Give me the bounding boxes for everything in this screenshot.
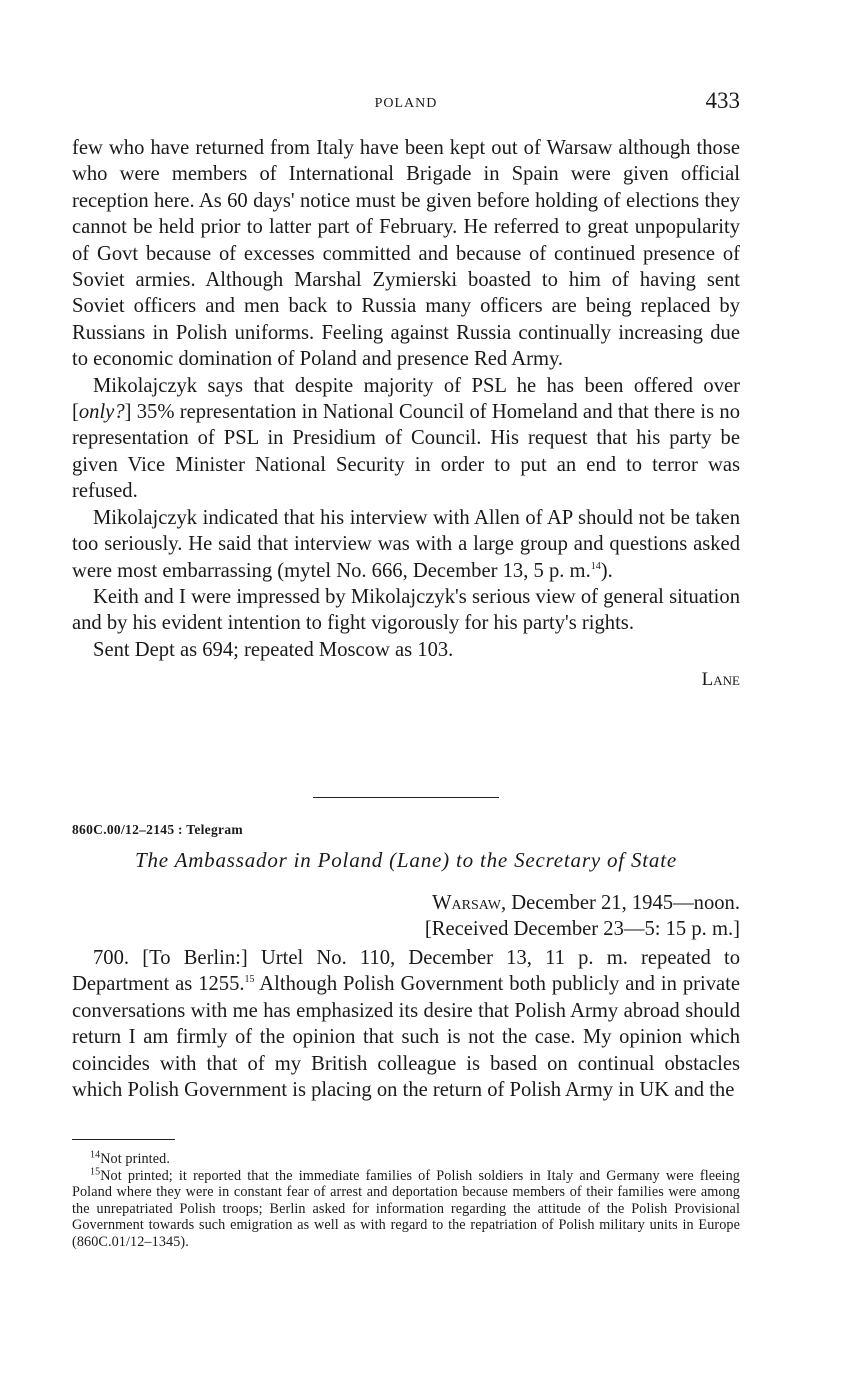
footnote: $^{15}$Not printed; it reported that the immediate families of Polish soldiers in Italy and Germany were fleeing Poland where they were in constant fear of arrest and deportation because members of their families were among the unrepatriated Polish troops; Berlin asked for information regarding the attitude of the Polish Provisional Government towards such emigration as well as with regard to the repatriation of Polish military units in Europe (860C.01/12–1345). [72,1165,740,1250]
editorial-insertion: only? [78,401,125,424]
document-title: The Ambassador in Poland (Lane) to the Secretary of State [135,848,677,872]
footnote: $^{14}$Not printed. [90,1149,170,1167]
telegram-body [72,945,740,1103]
page-header [72,88,740,120]
paragraph: Mikolajczyk says that despite majority of PSL he has been offered over [only?] 35% representation in National Council of Homeland and that there is no representation of PSL in Presidium of Council. His request that his party be given Vice Minister National Security in order to put an end to terror was refused. [72,374,740,503]
paragraph: 700. [To Berlin:] Urtel No. 110, December 13, 11 p. m. repeated to Department as 1255.15 Although Polish Government both publicly and in private conversations with me has emphasized its desire that Polish Army abroad should return I am firmly of the opinion that such is not the case. My opinion which coincides with that of my British colleague is based on continual obstacles which Polish Government is placing on the return of Polish Army in UK and the [72,947,740,1102]
paragraph: Mikolajczyk indicated that his interview with Allen of AP should not be taken too seriously. He said that interview was with a large group and questions asked were most embarrassing (mytel No. 666, December 13, 5 p. m.$^{14}$). [72,506,740,582]
footnote-ref: 14 [590,560,601,572]
dateline-sent: Warsaw, December 21, 1945—noon. [432,892,740,914]
page-number: 433 [705,88,740,113]
section-divider [313,797,499,798]
dateline [425,890,740,942]
paragraph: Sent Dept as 694; repeated Moscow as 103. [93,638,454,661]
paragraph: few who have returned from Italy have been kept out of Warsaw although those who were members of International Brigade in Spain were given official reception here. As 60 days' notice must be given before holding of elections they cannot be held prior to latter part of February. He referred to great unpopularity of Govt because of excesses committed and because of continued presence of Soviet armies. Although Marshal Zymierski boasted to him of having sent Soviet officers and men back to Russia many officers are being replaced by Russians in Polish uniforms. Feeling against Russia continually increasing due to economic domination of Poland and presence Red Army. [72,137,740,371]
footnote-ref: 15 [244,974,255,986]
footnotes [72,1151,740,1250]
footnote-mark: 15 [90,1165,101,1177]
paragraph: Keith and I were impressed by Mikolajczyk's serious view of general situation and by his evident intention to fight vigorously for his party's rights. [72,585,740,635]
footnote-divider [72,1139,175,1140]
dateline-received: [Received December 23—5: 15 p. m.] [424,918,740,940]
body-text [72,135,740,694]
dateline-place: Warsaw [432,892,501,914]
document-reference: 860C.00/12–2145 : Telegram [72,822,243,837]
running-head: POLAND [374,96,438,111]
footnote-mark: 14 [90,1149,101,1161]
signature: Lane [701,669,740,691]
